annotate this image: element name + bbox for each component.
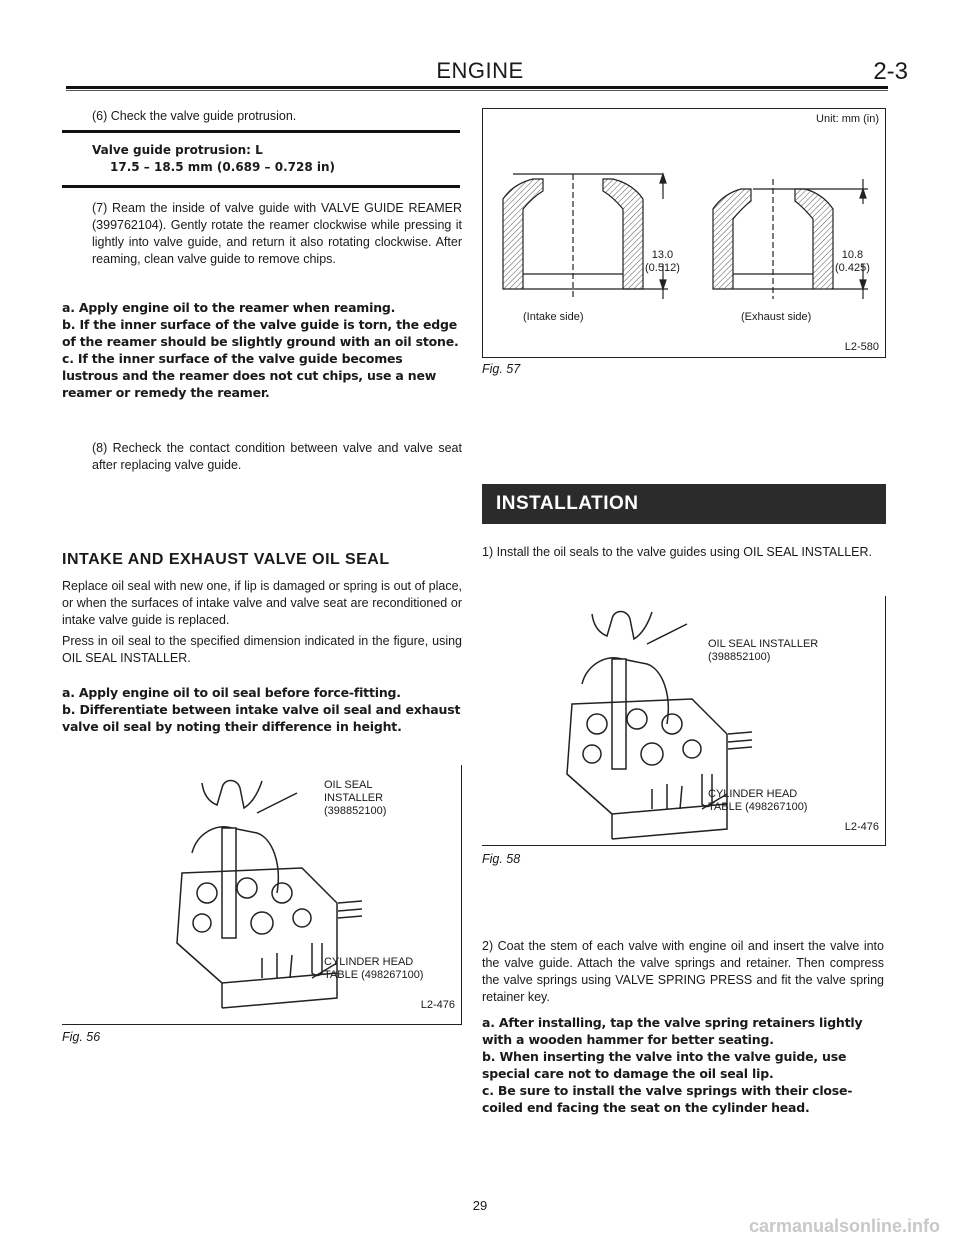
note-b: b. When inserting the valve into the valve guide, use special care not to damage the oil seal lip. — [482, 1049, 847, 1081]
step-8: (8) Recheck the contact condition between valve and valve seat after replacing valve guide. — [92, 441, 462, 472]
unit-label: Unit: mm (in) — [816, 113, 879, 125]
intake-side-label: (Intake side) — [523, 311, 584, 323]
spec-value: 17.5 – 18.5 mm (0.689 – 0.728 in) — [110, 160, 336, 174]
exhaust-side-label: (Exhaust side) — [741, 311, 812, 323]
page-title: ENGINE — [436, 58, 524, 83]
figure-58-frame — [482, 596, 886, 846]
label-installer: OIL SEAL INSTALLER (398852100) — [708, 638, 819, 663]
label-installer: OIL SEAL INSTALLER (398852100) — [324, 779, 387, 817]
spec-rule-top — [62, 130, 460, 133]
exhaust-dimension: 10.8 (0.425) — [835, 249, 870, 274]
header-rule — [66, 86, 888, 89]
notes-reaming — [62, 299, 462, 401]
figure-57-frame — [482, 108, 886, 358]
figure-code: L2-476 — [420, 999, 455, 1011]
note-a: a. Apply engine oil to oil seal before force-fitting. — [62, 685, 401, 700]
section-paragraph-1: Replace oil seal with new one, if lip is damaged or spring is out of place, or when the surfaces of intake valve and valve seat are reconditioned or intake valve guide is replaced. — [62, 579, 462, 627]
note-b: b. If the inner surface of the valve guide is torn, the edge of the reamer should be slightly ground with an oil stone. — [62, 317, 459, 349]
note-c: c. If the inner surface of the valve guide becomes lustrous and the reamer does not cut chips, use a new reamer or remedy the reamer. — [62, 351, 437, 400]
watermark: carmanualsonline.info — [748, 1216, 940, 1236]
spec-label: Valve guide protrusion: L — [92, 143, 263, 157]
intake-dimension: 13.0 (0.512) — [645, 249, 680, 274]
figure-code: L2-476 — [844, 821, 879, 833]
section-title: INTAKE AND EXHAUST VALVE OIL SEAL — [62, 551, 390, 568]
label-cylinder-table: CYLINDER HEAD TABLE (498267100) — [324, 956, 424, 981]
note-a: a. Apply engine oil to the reamer when reaming. — [62, 300, 396, 315]
note-a: a. After installing, tap the valve spring retainers lightly with a wooden hammer for better seating. — [482, 1015, 863, 1047]
figure-code: L2-580 — [844, 341, 879, 353]
figure-56-caption: Fig. 56 — [62, 1030, 101, 1044]
figure-56-frame — [62, 765, 462, 1025]
header-rule-thin — [66, 90, 888, 91]
section-paragraph-2: Press in oil seal to the specified dimension indicated in the figure, using OIL SEAL INSTALLER. — [62, 634, 462, 665]
notes-oil-seal — [62, 684, 462, 735]
installation-banner: INSTALLATION — [482, 484, 886, 524]
install-step-2: 2) Coat the stem of each valve with engine oil and insert the valve into the valve guide. Attach the valve springs and retainer. Then compress the valve springs using VALVE SPRING PRESS and fit the valve spring retainer key. — [482, 939, 884, 1004]
note-b: b. Differentiate between intake valve oil seal and exhaust valve oil seal by noting their difference in height. — [62, 702, 461, 734]
figure-57-caption: Fig. 57 — [482, 362, 521, 376]
step-6: (6) Check the valve guide protrusion. — [92, 109, 297, 123]
spec-rule-bottom — [62, 185, 460, 188]
notes-installation — [482, 1014, 884, 1116]
page-number: 29 — [472, 1198, 488, 1213]
note-c: c. Be sure to install the valve springs with their close-coiled end facing the seat on the cylinder head. — [482, 1083, 853, 1115]
figure-58-caption: Fig. 58 — [482, 852, 521, 866]
label-cylinder-table: CYLINDER HEAD TABLE (498267100) — [708, 788, 808, 813]
step-7: (7) Ream the inside of valve guide with VALVE GUIDE REAMER (399762104). Gently rotate the reamer clockwise while pressing it lightly into valve guide, and return it also rotating clockwise. After reaming, clean valve guide to remove chips. — [92, 201, 462, 266]
install-step-1: 1) Install the oil seals to the valve guides using OIL SEAL INSTALLER. — [482, 545, 873, 559]
valve-seal-dimensions-diagram — [493, 169, 873, 309]
page-code: 2-3 — [873, 58, 908, 85]
